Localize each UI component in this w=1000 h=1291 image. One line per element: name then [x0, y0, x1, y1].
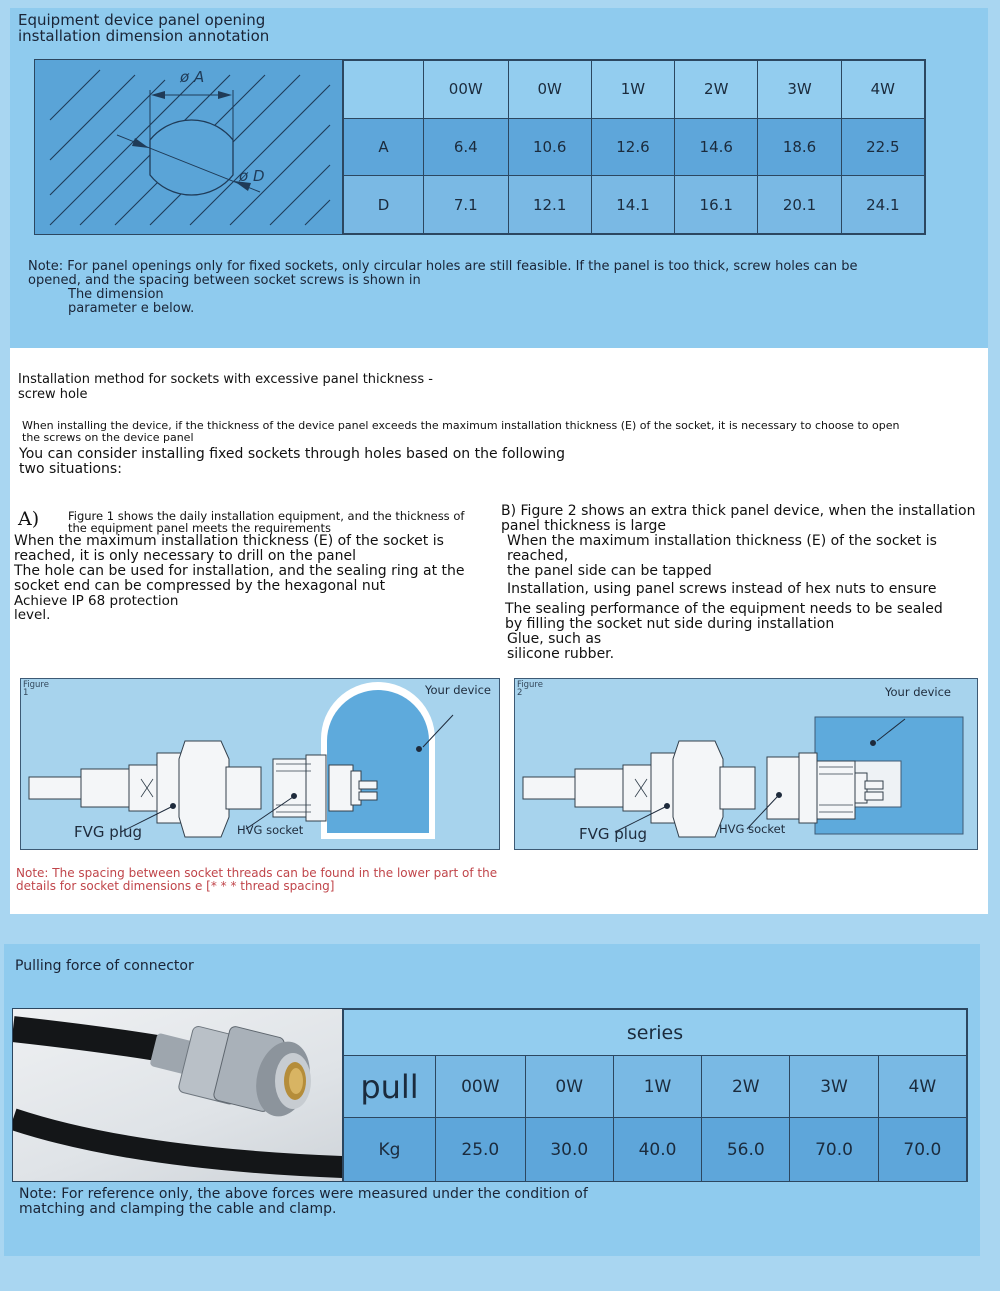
- table-header-cell: 0W: [508, 61, 591, 119]
- table-cell: 7.1: [424, 176, 509, 234]
- table-cell: 6.4: [424, 118, 509, 176]
- fvg-plug-label: FVG plug: [579, 825, 647, 843]
- unit-label: Kg: [344, 1118, 436, 1182]
- table-cell: 14.6: [675, 118, 758, 176]
- case-b-description: B) Figure 2 shows an extra thick panel device, when the installation panel thickness is large When the maximum installation thickness (E) of the socket is reached, the panel side can be tapped Installation, using panel screws instead of hex nuts to ensure The sealing performance of the equipment needs to be sealed by filling the socket nut side during installation Glue, such as silicone rubber.: [501, 503, 976, 662]
- table-header-row: [344, 61, 925, 119]
- hvg-socket-label: HVG socket: [237, 823, 304, 837]
- table-row: [344, 118, 925, 176]
- table-cell: 40.0: [613, 1118, 701, 1182]
- table-cell: 12.1: [508, 176, 591, 234]
- table-cell: 56.0: [702, 1118, 790, 1182]
- table-header-cell: 2W: [675, 61, 758, 119]
- table-cell: 16.1: [675, 176, 758, 234]
- row-label-a: A: [344, 118, 424, 176]
- installation-method-section: [10, 348, 988, 914]
- case-a-marker: A): [18, 508, 40, 530]
- section-title-panel-opening: Equipment device panel opening installation dimension annotation: [18, 11, 270, 45]
- device-body: [327, 690, 429, 833]
- panel-opening-section: [10, 8, 988, 348]
- thread-spacing-note: Note: The spacing between socket threads can be found in the lower part of the details for socket dimensions e [* * * thread spacing]: [16, 866, 498, 893]
- hvg-socket-label: HVG socket: [719, 822, 786, 836]
- installation-intro-text: When installing the device, if the thickness of the device panel exceeds the maximum installation thickness (E) of the socket, it is necessary to choose to open the screws on the device panel: [22, 419, 900, 444]
- table-header-cell: 00W: [424, 61, 509, 119]
- dimension-d-label: ø D: [239, 167, 265, 185]
- table-cell: 14.1: [591, 176, 674, 234]
- section-title-pulling-force: Pulling force of connector: [15, 958, 194, 974]
- figure-1-diagram: [20, 678, 500, 850]
- figure-2-label: Figure 2: [517, 680, 543, 698]
- table-cell: 70.0: [790, 1118, 878, 1182]
- table-row: [344, 1118, 967, 1182]
- table-header-cell: 2W: [702, 1056, 790, 1118]
- table-header-cell: 3W: [758, 61, 841, 119]
- table-corner-cell: [344, 61, 424, 119]
- pull-label: pull: [344, 1056, 436, 1118]
- connector-cable-photo: [13, 1009, 343, 1181]
- section-title-installation-method: Installation method for sockets with excessive panel thickness - screw hole: [18, 372, 433, 402]
- table-header-cell: 00W: [436, 1056, 526, 1118]
- table-cell: 10.6: [508, 118, 591, 176]
- table-cell: 30.0: [525, 1118, 613, 1182]
- table-header-cell: 1W: [591, 61, 674, 119]
- pulling-force-box: [12, 1008, 968, 1182]
- pulling-force-note: Note: For reference only, the above forces were measured under the condition of matching and clamping the cable and clamp.: [19, 1186, 588, 1217]
- table-cell: 12.6: [591, 118, 674, 176]
- table-header-row: [344, 1056, 967, 1118]
- dimension-a-label: ø A: [180, 68, 205, 86]
- table-cell: 22.5: [841, 118, 924, 176]
- table-header-cell: 0W: [525, 1056, 613, 1118]
- table-cell: 18.6: [758, 118, 841, 176]
- figure-1-label: Figure 1: [23, 680, 49, 698]
- table-cell: 70.0: [878, 1118, 966, 1182]
- figure-2-diagram: [514, 678, 978, 850]
- table-cell: 25.0: [436, 1118, 526, 1182]
- pulling-force-table: [343, 1009, 967, 1182]
- dimension-table: [343, 60, 925, 234]
- table-header-cell: 4W: [841, 61, 924, 119]
- table-cell: 24.1: [841, 176, 924, 234]
- fvg-plug-label: FVG plug: [74, 823, 142, 841]
- table-row: [344, 176, 925, 234]
- pulling-force-section: [4, 944, 980, 1256]
- panel-hole-drawing: [35, 60, 343, 234]
- table-header-cell: 1W: [613, 1056, 701, 1118]
- series-header: series: [344, 1010, 967, 1056]
- hole-outline: [150, 120, 233, 195]
- cable-connector-illustration: [13, 1009, 343, 1181]
- table-header-cell: 3W: [790, 1056, 878, 1118]
- panel-opening-note: Note: For panel openings only for fixed sockets, only circular holes are still feasible. If the panel is too thick, screw holes can be opened, and the spacing between socket screws is shown in The dimension parameter e below.: [28, 259, 858, 316]
- dimension-annotation-box: [34, 59, 926, 235]
- table-cell: 20.1: [758, 176, 841, 234]
- your-device-label: Your device: [885, 685, 951, 699]
- your-device-label: Your device: [425, 683, 491, 697]
- hole-diagram-svg: [35, 60, 343, 234]
- case-a-description: A) Figure 1 shows the daily installation equipment, and the thickness of the equipment panel meets the requirements When the maximum installation thickness (E) of the socket is reached, it is only necessary to drill on the panel The hole can be used for installation, and the sealing ring at the socket end can be compressed by the hexagonal nut Achieve IP 68 protection level.: [14, 508, 465, 623]
- installation-situations-text: You can consider installing fixed sockets through holes based on the following two situations:: [19, 446, 565, 477]
- row-label-d: D: [344, 176, 424, 234]
- table-header-cell: 4W: [878, 1056, 966, 1118]
